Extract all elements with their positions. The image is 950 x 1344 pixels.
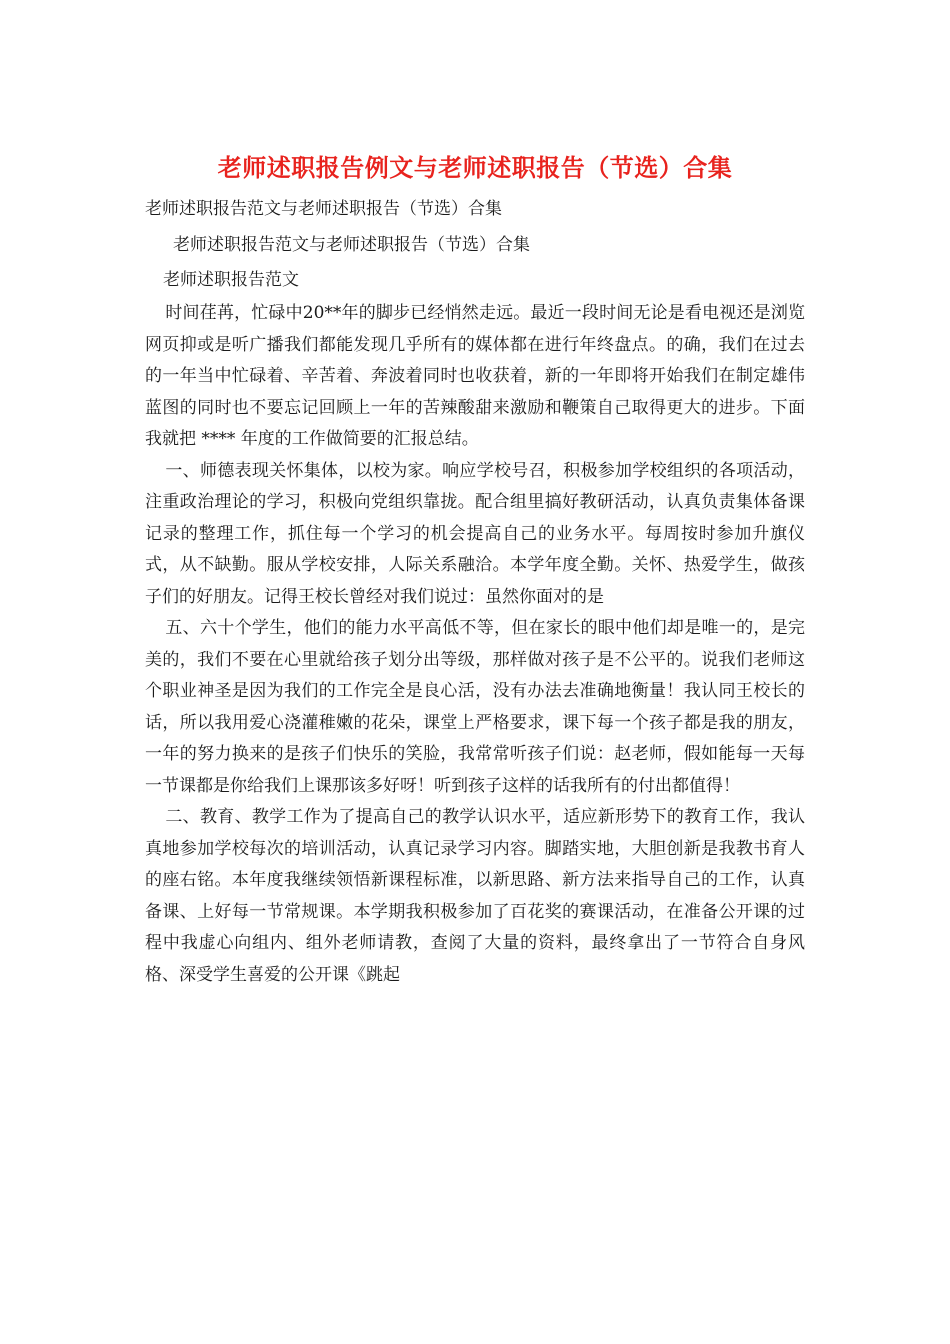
document-title: 老师述职报告例文与老师述职报告（节选）合集 [217,153,733,182]
subtitle-line-1: 老师述职报告范文与老师述职报告（节选）合集 [145,199,502,219]
section-heading: 老师述职报告范文 [163,270,299,290]
paragraph: 一、师德表现关怀集体，以校为家。响应学校号召，积极参加学校组织的各项活动，注重政治理论的学习，积极向党组织靠拢。配合组里搞好教研活动，认真负责集体备课记录的整理工作，抓住每一个学习的机会提高自己的业务水平。每周按时参加升旗仪式，从不缺勤。服从学校安排，人际关系融洽。本学年度全勤。关怀、热爱学生，做孩子们的好朋友。记得王校长曾经对我们说过：虽然你面对的是 [145,460,805,607]
paragraph: 二、教育、教学工作为了提高自己的教学认识水平，适应新形势下的教育工作，我认真地参加学校每次的培训活动，认真记录学习内容。脚踏实地，大胆创新是我教书育人的座右铭。本年度我继续领悟新课程标准，以新思路、新方法来指导自己的工作，认真备课、上好每一节常规课。本学期我积极参加了百花奖的赛课活动，在准备公开课的过程中我虚心向组内、组外老师请教，查阅了大量的资料，最终拿出了一节符合自身风格、深受学生喜爱的公开课《跳起 [145,807,805,985]
paragraph: 五、六十个学生，他们的能力水平高低不等，但在家长的眼中他们却是唯一的，是完美的，我们不要在心里就给孩子划分出等级，那样做对孩子是不公平的。说我们老师这个职业神圣是因为我们的工作完全是良心活，没有办法去准确地衡量！我认同王校长的话，所以我用爱心浇灌稚嫩的花朵，课堂上严格要求，课下每一个孩子都是我的朋友，一年的努力换来的是孩子们快乐的笑脸，我常常听孩子们说：赵老师，假如能每一天每一节课都是你给我们上课那该多好呀！听到孩子这样的话我所有的付出都值得！ [145,618,805,796]
document-body [145,298,805,991]
subtitle-line-2: 老师述职报告范文与老师述职报告（节选）合集 [173,235,530,255]
paragraph: 时间荏苒，忙碌中20**年的脚步已经悄然走远。最近一段时间无论是看电视还是浏览网页抑或是听广播我们都能发现几乎所有的媒体都在进行年终盘点。的确，我们在过去的一年当中忙碌着、辛苦着、奔波着同时也收获着，新的一年即将开始我们在制定雄伟蓝图的同时也不要忘记回顾上一年的苦辣酸甜来激励和鞭策自己取得更大的进步。下面我就把 **** 年度的工作做简要的汇报总结。 [145,303,805,449]
